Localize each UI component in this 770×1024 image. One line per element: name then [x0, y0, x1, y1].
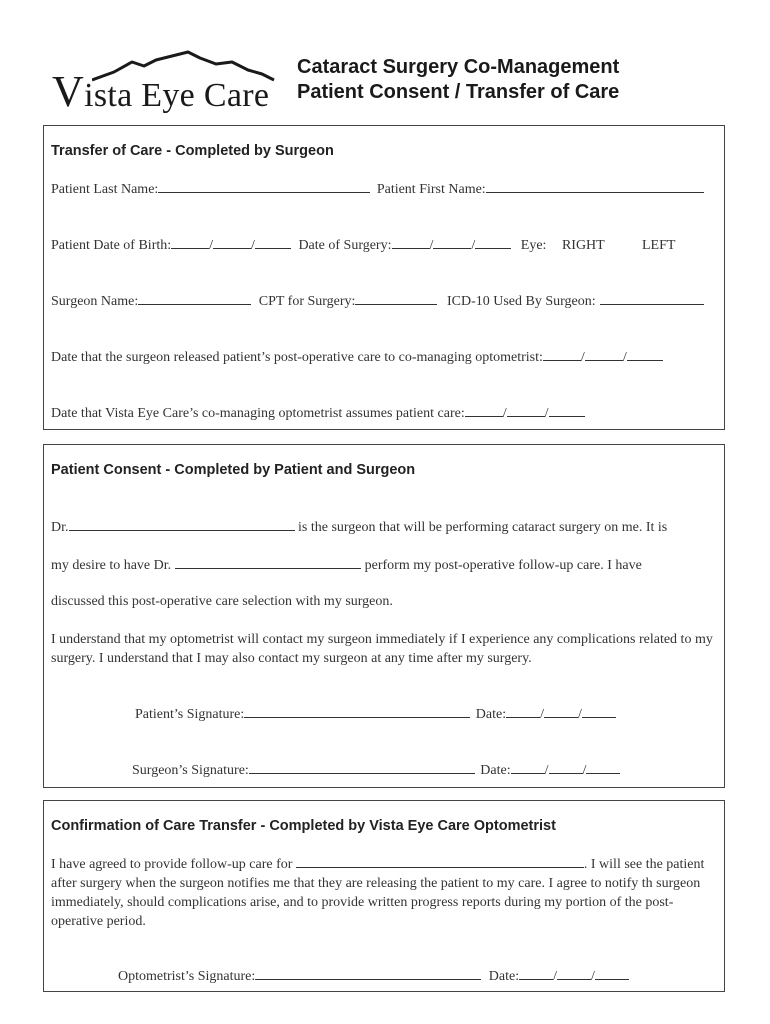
- optometrist-signature-label: Optometrist’s Signature:: [118, 969, 256, 984]
- optometrist-signature-row: [118, 967, 629, 985]
- slash: /: [502, 406, 507, 421]
- surgeon-signature-row: [132, 761, 620, 779]
- slash: /: [544, 406, 549, 421]
- assume-day-field[interactable]: [507, 404, 545, 417]
- last-name-label: Patient Last Name:: [51, 182, 159, 197]
- icd-field[interactable]: [600, 292, 704, 305]
- patient-date-label: Date:: [475, 707, 507, 722]
- assume-date-label: Date that Vista Eye Care’s co-managing optometrist assumes patient care:: [51, 406, 465, 421]
- last-name-field[interactable]: [158, 180, 370, 193]
- release-year-field[interactable]: [627, 348, 663, 361]
- optometrist-signature-field[interactable]: [255, 967, 481, 980]
- patient-date-year-field[interactable]: [582, 705, 616, 718]
- patient-consent-section: [43, 444, 725, 788]
- slash: /: [580, 350, 585, 365]
- slash: /: [209, 238, 214, 253]
- eye-right-option[interactable]: RIGHT: [561, 238, 605, 253]
- optometrist-date-year-field[interactable]: [595, 967, 629, 980]
- dob-row: [51, 236, 675, 254]
- slash: /: [553, 969, 557, 984]
- logo-initial: V: [52, 67, 85, 116]
- surgeon-name-label: Surgeon Name:: [51, 294, 139, 309]
- eye-left-option[interactable]: LEFT: [641, 238, 676, 253]
- patient-care-field[interactable]: [296, 855, 584, 868]
- dob-label: Patient Date of Birth:: [51, 238, 172, 253]
- consent-heading: Patient Consent - Completed by Patient and Surgeon: [51, 462, 416, 478]
- transfer-heading: Transfer of Care - Completed by Surgeon: [51, 143, 334, 159]
- patient-date-month-field[interactable]: [506, 705, 540, 718]
- followup-dr-field[interactable]: [175, 556, 361, 569]
- surgery-month-field[interactable]: [392, 236, 430, 249]
- surgeon-date-year-field[interactable]: [586, 761, 620, 774]
- release-date-label: Date that the surgeon released patient’s post-operative care to co-managing optometrist:: [51, 350, 543, 365]
- surgeon-date-day-field[interactable]: [549, 761, 583, 774]
- surgeon-signature-label: Surgeon’s Signature:: [132, 763, 249, 778]
- slash: /: [544, 763, 549, 778]
- surgeon-date-month-field[interactable]: [511, 761, 545, 774]
- cpt-field[interactable]: [355, 292, 437, 305]
- dob-month-field[interactable]: [171, 236, 209, 249]
- understand-text: I understand that my optometrist will contact my surgeon immediately if I experience any complications related to my surgery. I understand that I may also contact my surgeon at any time after my surgery.: [51, 632, 713, 666]
- agree-rest: . I will see the patient after surgery when the surgeon notifies me that they are releasing the patient to my care. I agree to notify th surgeon immediately, should complications arise, and to provide written progress reports during my portion of the post-operative period.: [51, 857, 705, 929]
- surgeon-dr-row: [51, 518, 667, 536]
- surgery-date-label: Date of Surgery:: [298, 238, 392, 253]
- slash: /: [582, 763, 587, 778]
- surgeon-signature-field[interactable]: [249, 761, 475, 774]
- assume-year-field[interactable]: [549, 404, 585, 417]
- patient-date-day-field[interactable]: [544, 705, 578, 718]
- cpt-label: CPT for Surgery:: [258, 294, 356, 309]
- desire-prefix: my desire to have Dr.: [51, 558, 172, 573]
- logo-text-rest: ista Eye Care: [84, 77, 270, 114]
- surgery-year-field[interactable]: [475, 236, 511, 249]
- desire-suffix: perform my post-operative follow-up care. I have: [364, 558, 642, 573]
- followup-dr-row: [51, 556, 642, 574]
- slash: /: [590, 969, 595, 984]
- slash: /: [471, 238, 476, 253]
- logo-wordmark: [52, 67, 270, 116]
- slash: /: [622, 350, 627, 365]
- confirmation-heading: Confirmation of Care Transfer - Completed by Vista Eye Care Optometrist: [51, 818, 556, 834]
- slash: /: [540, 707, 544, 722]
- surgeon-date-label: Date:: [480, 763, 511, 778]
- first-name-label: Patient First Name:: [376, 182, 486, 197]
- agree-text: [51, 855, 719, 931]
- patient-signature-label: Patient’s Signature:: [135, 707, 245, 722]
- transfer-of-care-section: [43, 125, 725, 430]
- slash: /: [429, 238, 434, 253]
- slash: /: [251, 238, 255, 253]
- dr-suffix: is the surgeon that will be performing cataract surgery on me. It is: [298, 520, 668, 535]
- form-title-line2: Patient Consent / Transfer of Care: [297, 81, 620, 103]
- agree-prefix: I have agreed to provide follow-up care for: [51, 857, 293, 872]
- patient-signature-row: [135, 705, 616, 723]
- assume-date-row: [51, 404, 585, 422]
- dob-year-field[interactable]: [255, 236, 291, 249]
- discussed-text: discussed this post-operative care selection with my surgeon.: [51, 594, 393, 609]
- dob-day-field[interactable]: [213, 236, 251, 249]
- release-month-field[interactable]: [543, 348, 581, 361]
- assume-month-field[interactable]: [465, 404, 503, 417]
- release-day-field[interactable]: [585, 348, 623, 361]
- dr-prefix: Dr.: [51, 520, 69, 535]
- patient-name-row: [51, 180, 704, 198]
- form-title: [297, 55, 619, 105]
- icd-label: ICD-10 Used By Surgeon:: [446, 294, 596, 309]
- optometrist-date-month-field[interactable]: [519, 967, 553, 980]
- optometrist-date-day-field[interactable]: [557, 967, 591, 980]
- optometrist-date-label: Date:: [488, 969, 520, 984]
- release-date-row: [51, 348, 663, 366]
- surgeon-name-field[interactable]: [138, 292, 251, 305]
- first-name-field[interactable]: [486, 180, 704, 193]
- patient-signature-field[interactable]: [244, 705, 470, 718]
- surgeon-row: [51, 292, 704, 310]
- surgery-day-field[interactable]: [433, 236, 471, 249]
- slash: /: [577, 707, 582, 722]
- surgeon-dr-field[interactable]: [69, 518, 295, 531]
- eye-label: Eye:: [520, 238, 547, 253]
- form-title-line1: Cataract Surgery Co-Management: [297, 56, 620, 78]
